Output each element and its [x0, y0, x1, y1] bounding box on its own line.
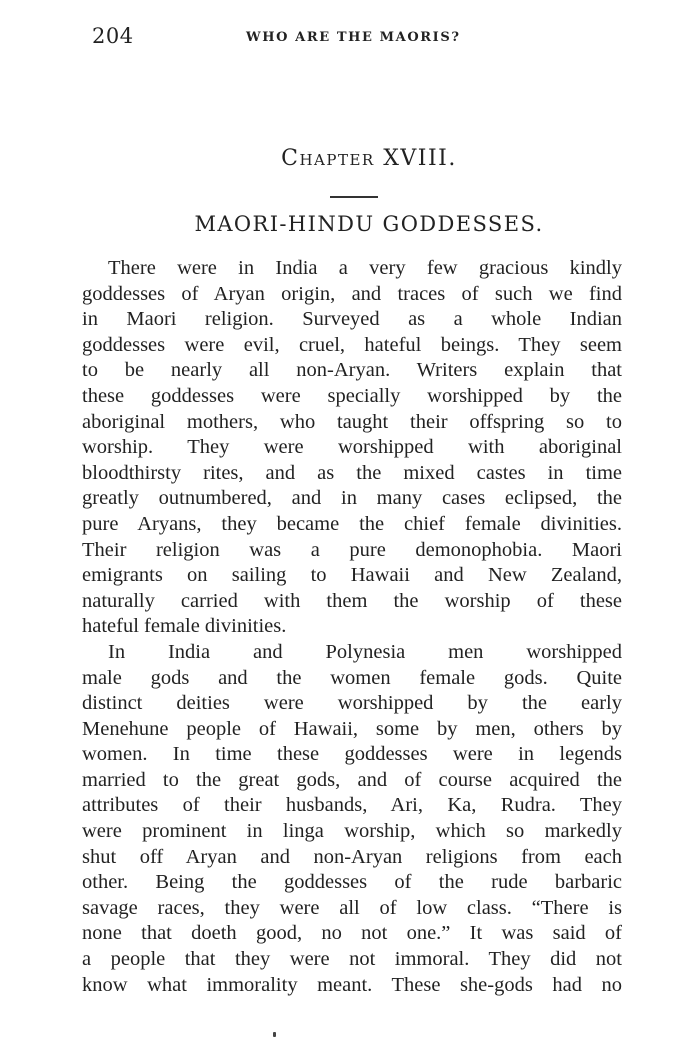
text-line: know what immorality meant. These she-gods had no — [82, 973, 622, 996]
text-line: emigrants on sailing to Hawaii and New Zealand, — [82, 564, 622, 587]
text-line: worship. They were worshipped with aboriginal — [82, 436, 622, 459]
text-line: women. In time these goddesses were in legends — [82, 743, 622, 766]
text-line: goddesses were evil, cruel, hateful beings. They seem — [82, 333, 622, 356]
text-line: There were in India a very few gracious kindly — [108, 257, 622, 279]
footer-mark — [273, 1032, 276, 1037]
chapter-numeral: XVIII. — [383, 146, 457, 171]
paragraph — [82, 640, 622, 998]
paragraph — [82, 256, 622, 640]
text-line: other. Being the goddesses of the rude barbaric — [82, 871, 622, 894]
text-line: In India and Polynesia men worshipped — [108, 640, 622, 663]
text-line: savage races, they were all of low class. “There is — [82, 896, 622, 919]
chapter-label-initial: C — [281, 146, 300, 171]
text-line: these goddesses were specially worshipped by the — [82, 384, 622, 407]
text-line: greatly outnumbered, and in many cases eclipsed, the — [82, 487, 622, 510]
chapter-title: MAORI-HINDU GODDESSES. — [194, 212, 544, 236]
text-line: a people that they were not immoral. They did not — [82, 948, 622, 971]
page-number: 204 — [92, 24, 134, 48]
text-line: bloodthirsty rites, and as the mixed castes in time — [82, 461, 622, 484]
chapter-label-rest: hapter — [299, 146, 375, 171]
text-line: aboriginal mothers, who taught their offspring so to — [82, 410, 622, 433]
chapter-divider — [330, 196, 378, 198]
text-line: distinct deities were worshipped by the early — [82, 692, 622, 715]
text-line: pure Aryans, they became the chief female divinities. — [82, 512, 622, 535]
text-line: hateful female divinities. — [82, 615, 287, 638]
text-line: Their religion was a pure demonophobia. Maori — [82, 538, 622, 561]
body-text — [82, 256, 622, 998]
text-line: shut off Aryan and non-Aryan religions from each — [82, 845, 622, 868]
text-line: married to the great gods, and of course acquired the — [82, 768, 622, 791]
chapter-heading — [0, 146, 700, 171]
text-line: male gods and the women female gods. Quite — [82, 666, 622, 689]
text-line: in Maori religion. Surveyed as a whole Indian — [82, 308, 622, 331]
text-line: were prominent in linga worship, which so markedly — [82, 820, 622, 843]
text-line: Menehune people of Hawaii, some by men, others by — [82, 717, 622, 740]
text-line: naturally carried with them the worship of these — [82, 589, 622, 612]
running-head: WHO ARE THE MAORIS? — [246, 30, 461, 45]
text-line: to be nearly all non-Aryan. Writers explain that — [82, 359, 622, 382]
text-line: attributes of their husbands, Ari, Ka, Rudra. They — [82, 794, 622, 817]
text-line: goddesses of Aryan origin, and traces of such we find — [82, 282, 622, 305]
text-line: none that doeth good, no not one.” It was said of — [82, 922, 622, 945]
